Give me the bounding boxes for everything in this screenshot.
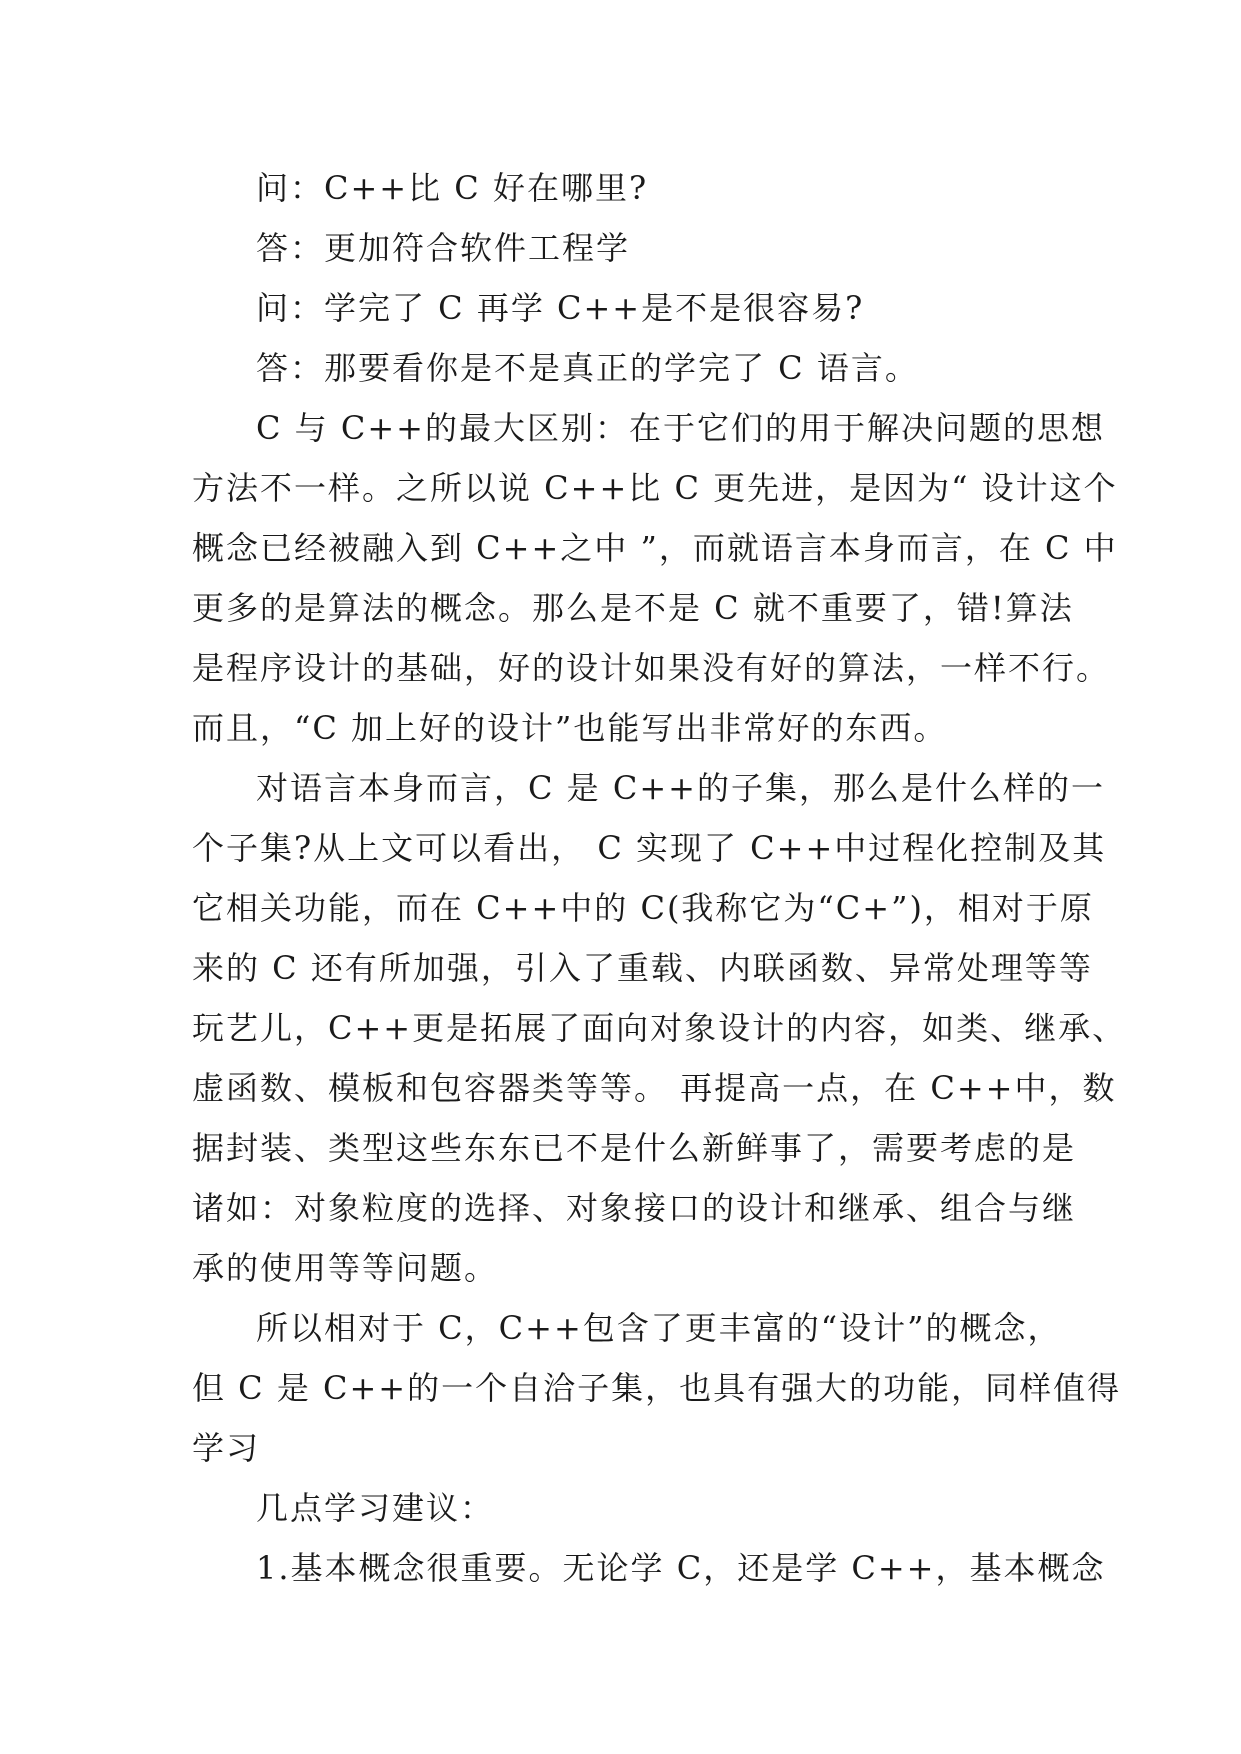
paragraph-line: 对语言本身而言，C 是 C++的子集，那么是什么样的一 (256, 769, 1105, 807)
answer-line: 答：更加符合软件工程学 (256, 229, 631, 267)
paragraph-line: 个子集?从上文可以看出， C 实现了 C++中过程化控制及其 (192, 829, 1107, 867)
paragraph-line: 是程序设计的基础，好的设计如果没有好的算法，一样不行。 (192, 649, 1111, 687)
paragraph-line: 诸如：对象粒度的选择、对象接口的设计和继承、组合与继 (192, 1189, 1077, 1227)
paragraph-line: 学习 (192, 1429, 261, 1467)
paragraph-line: 虚函数、模板和包容器类等等。 再提高一点，在 C++中，数 (192, 1069, 1117, 1107)
paragraph-line: 更多的是算法的概念。那么是不是 C 就不重要了，错!算法 (192, 589, 1074, 627)
question-line: 问：C++比 C 好在哪里? (256, 169, 649, 207)
paragraph-line: 方法不一样。之所以说 C++比 C 更先进，是因为“ 设计这个 (192, 469, 1118, 507)
paragraph-line: C 与 C++的最大区别：在于它们的用于解决问题的思想 (256, 409, 1105, 447)
paragraph-line: 承的使用等等问题。 (192, 1249, 499, 1287)
document-body (192, 158, 1127, 1598)
question-line: 问：学完了 C 再学 C++是不是很容易? (256, 289, 865, 327)
answer-line: 答：那要看你是不是真正的学完了 C 语言。 (256, 349, 919, 387)
paragraph-line: 玩艺儿，C++更是拓展了面向对象设计的内容，如类、继承、 (192, 1009, 1127, 1047)
paragraph-line: 它相关功能，而在 C++中的 C(我称它为“C+”)，相对于原 (192, 889, 1094, 927)
paragraph-line: 来的 C 还有所加强，引入了重载、内联函数、异常处理等等 (192, 949, 1093, 987)
paragraph-line: 但 C 是 C++的一个自洽子集，也具有强大的功能，同样值得 (192, 1369, 1122, 1407)
paragraph-line: 据封装、类型这些东东已不是什么新鲜事了，需要考虑的是 (192, 1129, 1077, 1167)
paragraph-line: 所以相对于 C，C++包含了更丰富的“设计”的概念， (256, 1309, 1062, 1347)
paragraph-line: 而且，“C 加上好的设计”也能写出非常好的东西。 (192, 709, 948, 747)
list-item: 1.基本概念很重要。无论学 C，还是学 C++，基本概念 (256, 1549, 1106, 1587)
paragraph-line: 概念已经被融入到 C++之中 ”，而就语言本身而言，在 C 中 (192, 529, 1118, 567)
section-heading: 几点学习建议： (256, 1489, 495, 1527)
